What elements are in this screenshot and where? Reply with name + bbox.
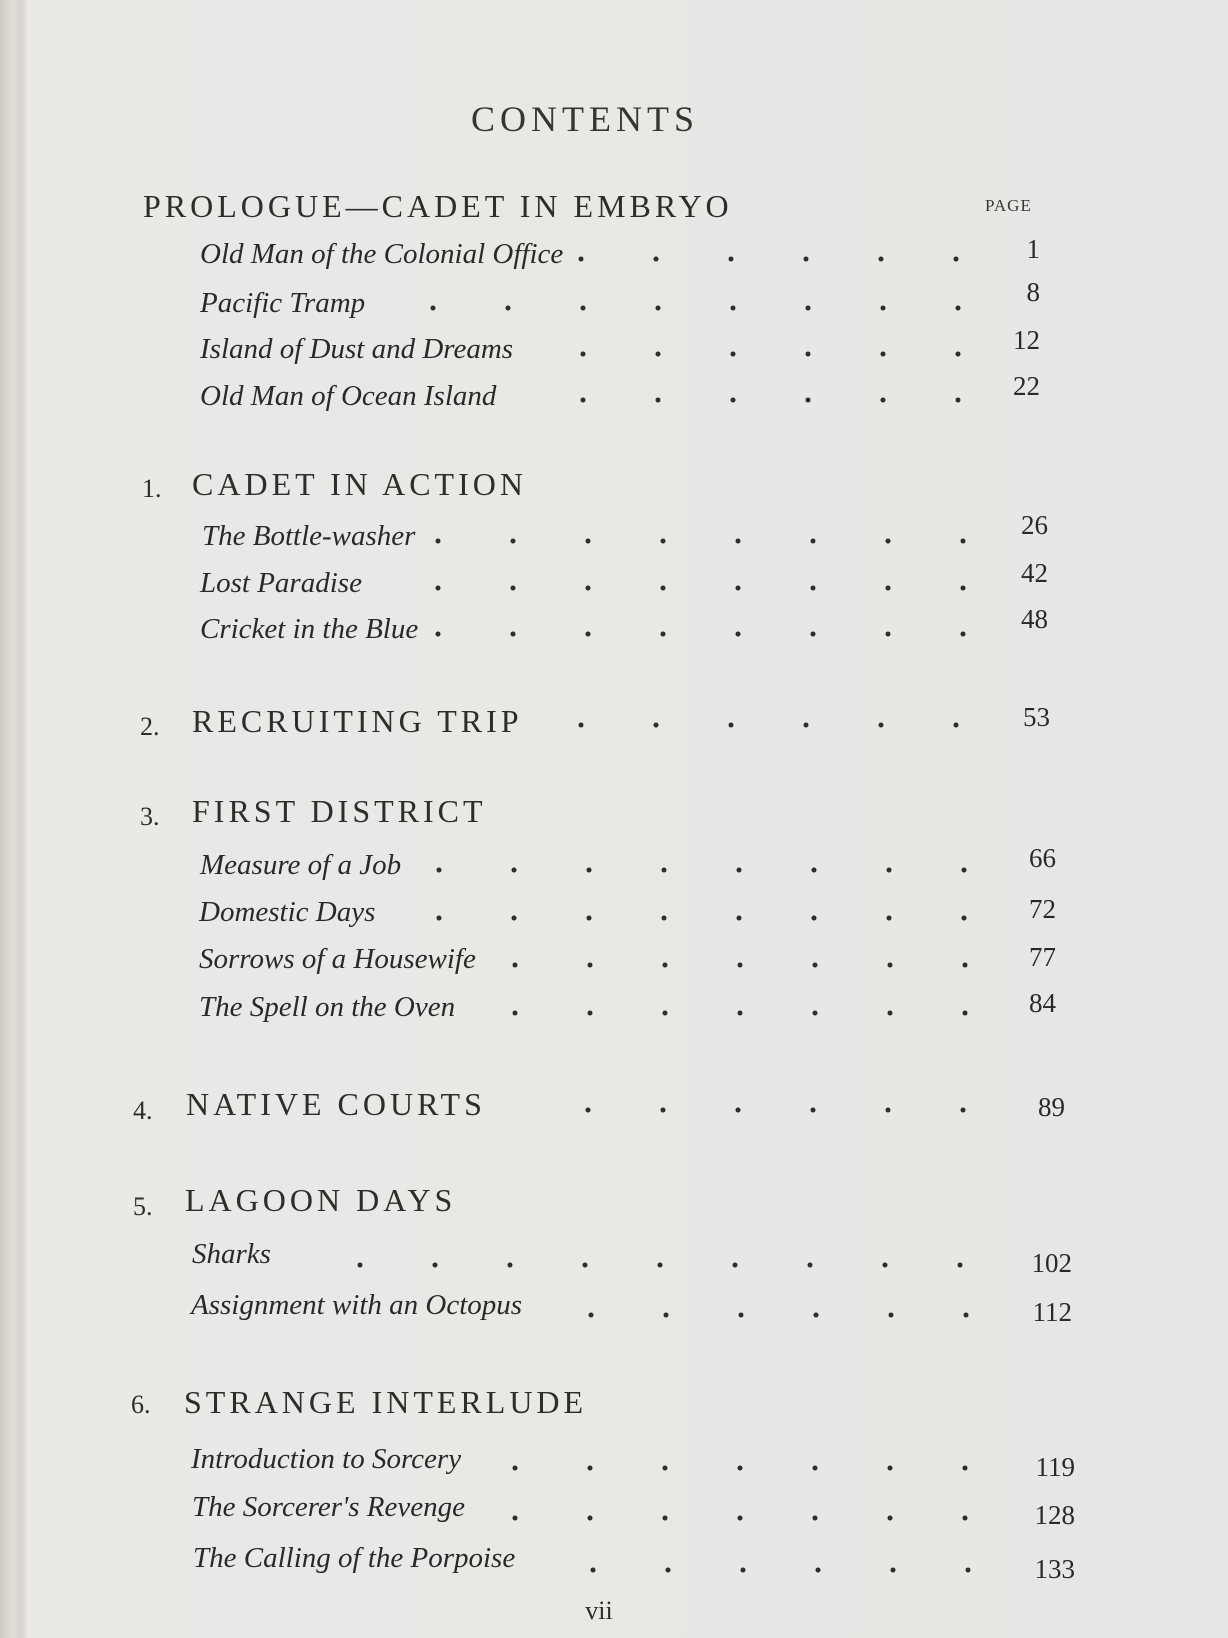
toc-entry-page: 119 [1035,1452,1075,1482]
toc-entry-page: 66 [1029,843,1056,873]
dot-leader [580,397,970,403]
toc-entry-title: Sorrows of a Housewife [199,943,476,975]
dot-leader [512,1010,976,1016]
dot-leader [435,538,970,544]
dot-leader [588,1312,988,1318]
toc-entry-title: Domestic Days [199,896,376,928]
toc-entry-title: Lost Paradise [200,567,362,599]
dot-leader [590,1567,990,1573]
toc-entry-title: Old Man of Ocean Island [200,380,497,412]
toc-entry-page: 84 [1029,988,1056,1018]
chapter-number: 6. [131,1390,151,1419]
page-folio: vii [585,1596,613,1625]
chapter-number: 2. [140,712,160,741]
toc-entry-page: 133 [1034,1554,1075,1584]
page-column-label: PAGE [985,196,1032,215]
chapter-title: LAGOON DAYS [185,1182,457,1218]
toc-entry-title: Sharks [192,1238,271,1270]
toc-entry-title: The Spell on the Oven [199,991,456,1023]
chapter-title: NATIVE COURTS [186,1086,486,1122]
toc-entry-page: 48 [1021,604,1048,634]
chapter-number: 3. [140,802,160,831]
chapter-title: STRANGE INTERLUDE [184,1384,588,1420]
toc-entry-title: Cricket in the Blue [200,613,419,645]
chapter-title: RECRUITING TRIP [192,703,523,739]
page-spine-edge [0,0,28,1638]
toc-entry-page: 26 [1021,510,1048,540]
toc-entry-page: 72 [1029,894,1056,924]
toc-entry-page: 102 [1031,1248,1072,1278]
toc-entry-page: 1 [1026,234,1040,264]
chapter-title: FIRST DISTRICT [192,793,487,829]
dot-leader [512,1515,990,1521]
chapter-page: 89 [1038,1092,1065,1122]
chapter-title: CADET IN ACTION [192,466,527,502]
dot-leader [512,1465,990,1471]
chapter-number: 5. [133,1192,153,1221]
dot-leader [357,1262,987,1268]
dot-leader [578,722,973,728]
toc-entry-title: The Bottle-washer [202,520,416,552]
chapter-number: 4. [133,1096,153,1125]
toc-entry-page: 128 [1034,1500,1075,1530]
toc-entry-title: Pacific Tramp [200,287,366,319]
toc-entry-title: Old Man of the Colonial Office [200,238,564,270]
dot-leader [436,867,976,873]
toc-entry-title: Assignment with an Octopus [191,1289,523,1321]
dot-leader [585,1107,985,1113]
prologue-title: PROLOGUE—CADET IN EMBRYO [143,188,733,224]
dot-leader [430,305,968,311]
toc-entry-page: 8 [1026,277,1040,307]
toc-entry-title: The Sorcerer's Revenge [192,1491,466,1523]
toc-entry-title: Island of Dust and Dreams [200,333,514,365]
dot-leader [580,351,970,357]
toc-entry-page: 77 [1029,942,1056,972]
chapter-page: 53 [1023,702,1050,732]
page-title: CONTENTS [471,99,699,139]
toc-entry-page: 112 [1032,1297,1072,1327]
dot-leader [578,256,968,262]
toc-entry-title: The Calling of the Porpoise [193,1542,516,1574]
dot-leader [436,915,976,921]
toc-entry-title: Introduction to Sorcery [191,1443,462,1475]
dot-leader [435,585,970,591]
toc-entry-page: 22 [1013,371,1040,401]
toc-entry-page: 42 [1021,558,1048,588]
dot-leader [512,962,976,968]
toc-entry-page: 12 [1013,325,1040,355]
chapter-number: 1. [142,474,162,503]
toc-entry-title: Measure of a Job [200,849,402,881]
dot-leader [435,631,970,637]
